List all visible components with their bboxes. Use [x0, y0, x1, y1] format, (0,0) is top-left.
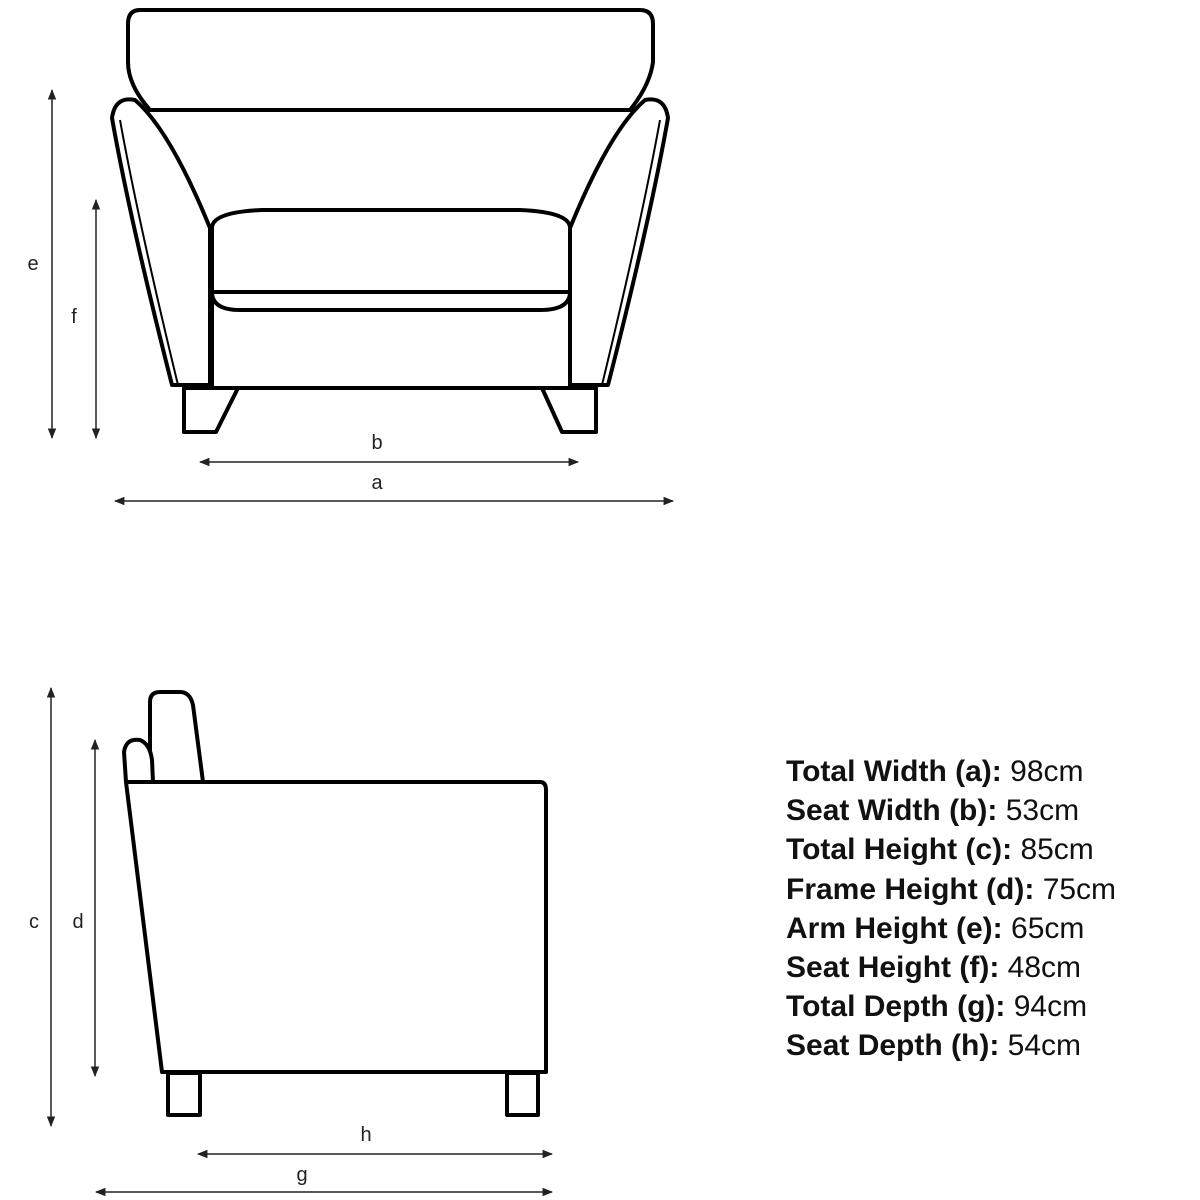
spec-label: Frame Height (d):: [786, 872, 1035, 906]
front-backrest: [128, 10, 653, 110]
front-left-leg: [184, 388, 238, 432]
dimension-label-e: e: [27, 253, 39, 275]
dimension-label-f: f: [71, 306, 77, 328]
spec-value: 54cm: [1007, 1029, 1082, 1063]
spec-total-depth: [786, 987, 1196, 1026]
dimension-label-a: a: [371, 472, 383, 494]
spec-value: 65cm: [1011, 911, 1085, 945]
spec-value: 53cm: [1005, 794, 1080, 828]
front-left-arm: [112, 99, 210, 385]
spec-seat-width: [786, 791, 1196, 830]
spec-total-width: [786, 752, 1196, 791]
spec-value: 75cm: [1042, 872, 1117, 906]
dimension-spec-list: [786, 752, 1196, 1066]
spec-label: Seat Depth (h):: [786, 1029, 1000, 1063]
dimension-label-d: d: [72, 911, 84, 933]
spec-value: 94cm: [1013, 990, 1088, 1024]
front-right-leg: [542, 388, 596, 432]
spec-value: 48cm: [1007, 950, 1082, 984]
front-right-arm: [570, 99, 668, 385]
front-seat-cushion: [212, 210, 570, 292]
side-back-frame: [124, 740, 153, 782]
dimension-label-b: b: [371, 432, 383, 454]
front-view: [112, 10, 668, 432]
dimension-label-h: h: [360, 1124, 372, 1146]
dimension-label-g: g: [296, 1164, 308, 1186]
side-body: [126, 782, 546, 1072]
spec-label: Arm Height (e):: [786, 911, 1003, 945]
spec-seat-depth: [786, 1026, 1196, 1065]
spec-value: 98cm: [1010, 755, 1084, 788]
spec-total-height: [786, 830, 1196, 869]
side-front-leg: [168, 1073, 200, 1115]
spec-label: Total Height (c):: [786, 833, 1013, 867]
spec-value: 85cm: [1020, 833, 1094, 867]
side-view: [124, 692, 546, 1115]
spec-frame-height: [786, 870, 1196, 909]
spec-seat-height: [786, 948, 1196, 987]
side-back-cushion: [150, 692, 203, 782]
dimension-label-c: c: [29, 911, 39, 933]
spec-label: Seat Height (f):: [786, 950, 1000, 984]
spec-label: Total Depth (g):: [786, 990, 1006, 1024]
spec-label: Total Width (a):: [786, 755, 1002, 788]
spec-arm-height: [786, 909, 1196, 948]
front-seat-base: [212, 292, 570, 388]
spec-label: Seat Width (b):: [786, 794, 998, 828]
side-back-leg: [507, 1073, 538, 1115]
